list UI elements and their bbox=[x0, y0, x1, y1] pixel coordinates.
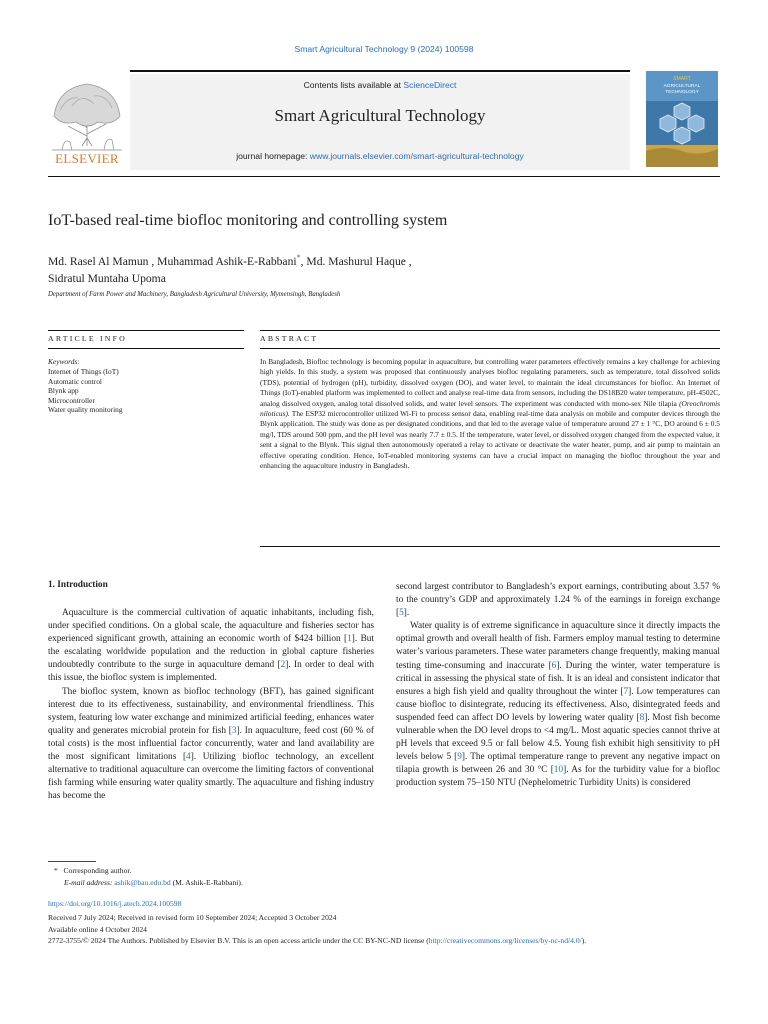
reference-link[interactable]: 2 bbox=[280, 660, 286, 671]
homepage-prefix: journal homepage: bbox=[236, 151, 308, 161]
email-label: E-mail address: bbox=[64, 878, 113, 887]
keyword-list bbox=[48, 367, 123, 415]
available-online: Available online 4 October 2024 bbox=[48, 924, 147, 934]
reference-link[interactable]: 5 bbox=[399, 608, 404, 619]
article-info-rule bbox=[48, 348, 244, 349]
journal-homepage bbox=[130, 151, 630, 161]
homepage-link[interactable]: www.journals.elsevier.com/smart-agricultural-technology bbox=[309, 151, 524, 161]
species-name: (Oreochromis niloticus). bbox=[260, 398, 720, 419]
received-dates: Received 7 July 2024; Received in revised form 10 September 2024; Accepted 3 October 2024 bbox=[48, 913, 337, 922]
cover-title-3: TECHNOLOGY bbox=[665, 90, 699, 95]
keyword: Automatic control bbox=[48, 376, 102, 386]
article-info-label: ARTICLE INFO bbox=[48, 334, 127, 343]
reference-link[interactable]: 9 bbox=[457, 752, 462, 763]
keyword: Blynk app bbox=[48, 386, 79, 396]
right-column bbox=[396, 581, 720, 791]
abstract-rule bbox=[260, 348, 720, 349]
sciencedirect-link[interactable]: ScienceDirect bbox=[403, 80, 457, 90]
header-rule-top bbox=[130, 70, 630, 72]
abstract-rule-top bbox=[260, 330, 720, 331]
abstract-text: In Bangladesh, Biofloc technology is becoming popular in aquaculture, but controlling water parameters effectively remains a key challenge for achieving high yields. In this study, a system was proposed that continuously analyses biofloc regulating parameters, such as temperature, total dissolved solids (TDS), potential of hydrogen (pH), turbidity, dissolved oxygen (DO), and water level, to maintain the ideal circumstances for biofloc. An Internet of Things (IoT)-enabled platform was implemented to collect and analyse real-time data from sensors, including the DS18B20 water temperature, pH-4502C, analog dissolved oxygen, analog total dissolved solids, and water level sensors. The experiment was conducted with mono-sex Nile tilapia (Oreochromis niloticus). The ESP32 microcontroller utilized Wi-Fi to process sensor data, enabling real-time data analysis on mobile and computer devices through the Blynk application. The study was done as per designated conditions, and that led to the average value of temperature around 27 ± 1 °C, DO around 6 ± 0.5 mg/l, TDS around 500 ppm, and the pH level was nearly 7.7 ± 0.5. If the temperature, water level, or dissolved oxygen changed from the expected value, it sent a signal to the Blynk. This signal then autonomously operated a relay to activate or deactivate the water heater, pump, and air pump to maintain an effective operating condition. Hence, IoT-enabled monitoring systems can have a crucial impact on managing the biofloc throughout the year and enhancing the aquaculture industry in Bangladesh. bbox=[260, 357, 720, 471]
contents-prefix: Contents lists available at bbox=[303, 80, 402, 90]
email-link[interactable]: ashik@bau.edu.bd bbox=[114, 878, 171, 887]
journal-cover-image[interactable] bbox=[646, 71, 718, 167]
abstract-label: ABSTRACT bbox=[260, 334, 319, 343]
reference-link[interactable]: 10 bbox=[553, 765, 564, 776]
email-footnote: E-mail address: ashik@bau.edu.bd (M. Ashik-E-Rabbani). bbox=[64, 878, 243, 887]
license-link[interactable]: http://creativecommons.org/licenses/by-nc-nd/4.0/ bbox=[428, 936, 582, 945]
corresponding-author-mark[interactable]: * bbox=[296, 253, 301, 262]
publication-history bbox=[48, 912, 720, 947]
reference-link[interactable]: 4 bbox=[186, 752, 191, 763]
journal-name: Smart Agricultural Technology bbox=[274, 106, 486, 125]
reference-link[interactable]: 3 bbox=[231, 725, 237, 736]
article-title: IoT-based real-time biofloc monitoring and controlling system bbox=[48, 212, 448, 229]
reference-link[interactable]: 6 bbox=[551, 660, 557, 671]
cover-title-1: SMART bbox=[673, 76, 691, 82]
affiliation: Department of Farm Power and Machinery, Bangladesh Agricultural University, Mymensingh, Bangladesh bbox=[48, 291, 341, 298]
authors-line1-a: Md. Rasel Al Mamun , Muhammad Ashik-E-Rabbani bbox=[48, 254, 297, 268]
reference-link[interactable]: 1 bbox=[347, 634, 352, 645]
author-list bbox=[48, 249, 568, 287]
license-statement: 2772-3755/© 2024 The Authors. Published by Elsevier B.V. This is an open access article under the CC BY-NC-ND license (http://creativecommons.org/licenses/by-nc-nd/4.0/). bbox=[48, 936, 587, 945]
keyword: Microcontroller bbox=[48, 395, 95, 405]
doi-link[interactable]: https://doi.org/10.1016/j.atech.2024.100598 bbox=[48, 899, 182, 908]
reference-link[interactable]: 8 bbox=[639, 712, 645, 723]
keyword: Water quality monitoring bbox=[48, 405, 123, 415]
keywords-title: Keywords: bbox=[48, 357, 80, 366]
header-rule-bottom bbox=[48, 176, 720, 177]
elsevier-wordmark: ELSEVIER bbox=[55, 151, 119, 166]
paragraph: second largest contributor to Bangladesh’s export earnings, contributing about 3.57 % to the country’s GDP and approximately 1.24 % of the earnings in foreign exchange [5]. bbox=[396, 582, 720, 619]
reference-link[interactable]: 7 bbox=[623, 686, 629, 697]
journal-citation[interactable]: Smart Agricultural Technology 9 (2024) 100598 bbox=[294, 44, 474, 54]
authors-line1-b: , Md. Mashurul Haque , bbox=[300, 254, 412, 268]
abstract-rule-bottom bbox=[260, 546, 720, 547]
footnote-rule bbox=[48, 861, 96, 862]
authors-line2: Sidratul Muntaha Upoma bbox=[48, 271, 166, 285]
keyword: Internet of Things (IoT) bbox=[48, 367, 119, 376]
corresponding-footnote: * Corresponding author. bbox=[54, 866, 132, 875]
footnote-mark: * bbox=[54, 866, 58, 875]
paragraph: Water quality is of extreme significance in aquaculture since it directly impacts the optimal growth and overall health of fish. Farmers employ manual testing to determine water’s various parameters. These water parameters change frequently, making manual testing time-consuming and inaccurate [6]. During the winter, water temperature is critical in assessing the physical state of fish. It is an ideal and consistent indicator that ensures a high fish yield and quality throughout the winter [7]. Low temperatures can cause biofloc to disintegrate, reducing its effectiveness. Also, disintegrated feeds and suspended feed can affect DO levels by lowering water quality [8]. Most fish become vulnerable when the DO level drops to <4 mg/L. Most aquatic species cannot thrive at pH levels that exceed 9.5 or fall below 4.5. Young fish exhibit high sensitivity to pH levels below 5 [9]. The optimal temperature range to prevent any negative impact on tilapia growth is between 26 and 30 °C [10]. As for the turbidity value for a biofloc production system 75–150 NTU (Nephelometric Turbidity Units) is considered bbox=[396, 621, 720, 789]
cover-title-2: AGRICULTURAL bbox=[663, 84, 701, 89]
contents-line bbox=[130, 80, 630, 90]
article-info-rule-top bbox=[48, 330, 244, 331]
left-column bbox=[48, 607, 374, 803]
paragraph: The biofloc system, known as biofloc technology (BFT), has gained significant interest due to its effectiveness, sustainability, and environmental friendliness. This system, featuring low water exchange and minimized artificial feeding, enhances water quality and generates microbial protein for fish [3]. In aquaculture, feed cost (60 % of total costs) is the most influential factor concurrently, water and land availability are the most significant limitations [4]. Utilizing biofloc technology, an excellent alternative to traditional aquaculture can overcome the limiting factors of conventional fish farming while ensuring water quality smartly. The aquaculture and fishing industry has become the bbox=[48, 686, 374, 802]
section-heading-introduction: 1. Introduction bbox=[48, 580, 108, 590]
paragraph: Aquaculture is the commercial cultivation of aquatic inhabitants, including fish, under specified conditions. On a global scale, the aquaculture and fisheries sector has experienced significant growth, attaining an economic worth of $424 billion [1]. But the escalating worldwide population and the reduction in global capture fisheries undoubtedly contribute to the surge in aquaculture demand [2]. In order to deal with this issue, the biofloc system is implemented. bbox=[48, 608, 374, 684]
